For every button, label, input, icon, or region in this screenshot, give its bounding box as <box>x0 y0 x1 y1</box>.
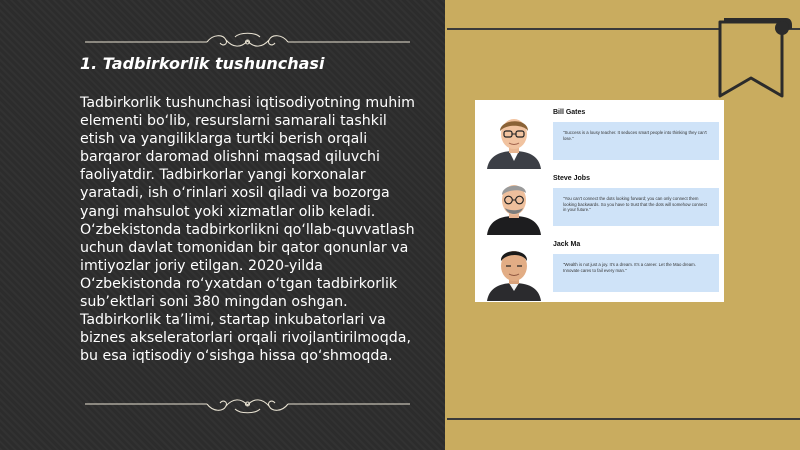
quote-card <box>475 100 724 302</box>
slide-body-text: Tadbirkorlik tushunchasi iqtisodiyotning muhim elementi bo‘lib, resurslarni samarali tashkil etish va yangiliklarga turtki berish orqali barqaror daromad olishni maqsad qiluvchi faoliyatdir. Tadbirkorlar yangi korxonalar yaratadi, ish o‘rinlari xosil qiladi va bozorga yangi mahsulot yoki xizmatlar olib keladi. O‘zbekistonda tadbirkorlikni qo‘llab-quvvatlash uchun davlat tomonidan bir qator qonunlar va imtiyozlar joriy etilgan. 2020-yilda O‘zbekistonda ro‘yxatdan o‘tgan tadbirkorlik sub’ektlari soni 380 mingdan oshgan. Tadbirkorlik ta’limi, startap inkubatorlari va biznes akseleratorlari orqali rivojlantirilmoqda, bu esa iqtisodiy o‘sishga hissa qo‘shmoqda. <box>80 95 415 365</box>
top-ornament-icon <box>85 30 410 54</box>
quote-row-steve-jobs <box>475 168 724 235</box>
quote-row-bill-gates <box>475 102 724 169</box>
quote-author-jack-ma: Jack Ma <box>553 241 581 248</box>
slide-title: 1. Tadbirkorlik tushunchasi <box>80 54 325 73</box>
bottom-frame-line <box>447 418 800 420</box>
bookmark-ribbon-icon <box>712 14 794 102</box>
bottom-ornament-icon <box>85 392 410 416</box>
quote-text-bill-gates: "Success is a lousy teacher. It seduces smart people into thinking they can't lose." <box>553 122 719 160</box>
quote-author-steve-jobs: Steve Jobs <box>553 175 590 182</box>
quote-text-jack-ma: "Wealth is not just a joy. It's a dream. It's a career. Let the Mao dream. Innovate cares to fail every man." <box>553 254 719 292</box>
bill-gates-portrait-icon <box>483 107 545 169</box>
quote-author-bill-gates: Bill Gates <box>553 109 586 116</box>
steve-jobs-portrait-icon <box>483 173 545 235</box>
quote-text-steve-jobs: "You can't connect the dots looking forward; you can only connect them looking backwards. So you have to trust that the dots will somehow connect in your future." <box>553 188 719 226</box>
quote-row-jack-ma <box>475 234 724 301</box>
jack-ma-portrait-icon <box>483 239 545 301</box>
